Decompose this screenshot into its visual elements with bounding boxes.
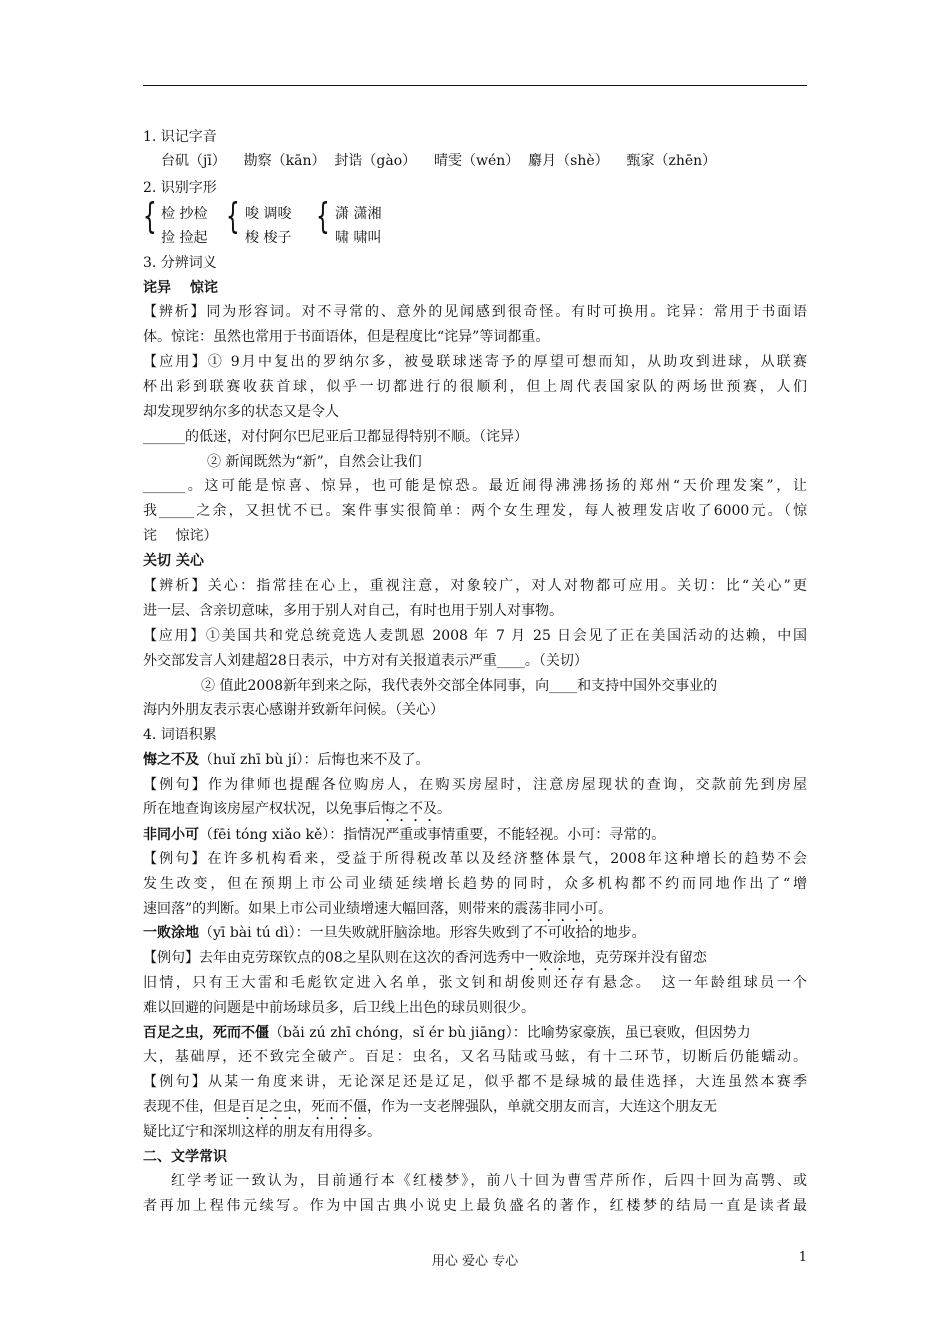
- emphasis-run: 一败涂地: [524, 950, 581, 966]
- text-line: 却发现罗纳尔多的状态又是令人: [143, 404, 339, 420]
- idiom-definition: （huǐ zhī bù jí）：后悔也来不及了。: [199, 752, 430, 768]
- text-run: 。: [598, 901, 613, 917]
- word-item: 台矶（jī）: [161, 153, 226, 169]
- glyph-pair: 捡 捡起: [161, 230, 208, 246]
- page-number: 1: [798, 1250, 807, 1265]
- text-line: 进一层、含亲切意味，多用于别人对自己，有时也用于别人对事物。: [143, 603, 563, 619]
- text-run: 所在地查询该房屋产权状况，以免事后: [143, 801, 381, 817]
- text-line: 我_____之余，又担忧不已。案件事实很简单：两个女生理发，每人被理发店收了6000元。（惊: [143, 503, 807, 519]
- glyph-pair: 啸 啸叫: [335, 230, 382, 246]
- glyph-pair: 潇 潇湘: [335, 206, 382, 222]
- idiom-term: 非同小可: [143, 827, 199, 843]
- emphasis-run: 非同小可: [542, 901, 599, 917]
- text-run: ，作为一支老牌强队，单就交朋友而言，大连这个朋友无: [367, 1099, 717, 1115]
- text-line: ② 值此2008新年到来之际，我代表外交部全体同事，向____和支持中国外交事业的: [201, 678, 718, 694]
- text-line: [143, 1098, 807, 1123]
- text-line: 【辨析】关心：指常挂在心上，重视注意，对象较广，对人对物都可应用。关切：比“关心”更: [143, 578, 807, 594]
- text-line: 【例句】从某一角度来讲，无论深足还是辽足，似乎都不是绿城的最佳选择，大连虽然本赛季: [143, 1074, 807, 1090]
- pronunciation-row: [143, 152, 807, 170]
- glyph-row-2: [143, 229, 807, 247]
- left-brace-icon: {: [143, 196, 157, 237]
- text-line: 【辨析】同为形容词。对不寻常的、意外的见闻感到很奇怪。有时可换用。诧异：常用于书面语: [143, 304, 807, 320]
- word-item: 晴雯（wén）: [433, 153, 520, 169]
- glyph-pair: 梭 梭子: [245, 230, 292, 246]
- text-line: 外交部发言人刘建超28日表示，中方对有关报道表示严重____。（关切）: [143, 653, 588, 669]
- word-pair-heading: 诧异 惊诧: [143, 280, 218, 296]
- text-line: 疑比辽宁和深圳这样的朋友有用得多。: [143, 1124, 381, 1140]
- text-run: 。: [437, 801, 451, 817]
- idiom-entry: [143, 751, 807, 769]
- text-line: 【例句】作为律师也提醒各位购房人，在购买房屋时，注意房屋现状的查询，交款前先到房屋: [143, 777, 807, 793]
- footer-motto: 用心 爱心 专心: [431, 1254, 519, 1269]
- text-run: 表现不佳，但是: [143, 1099, 241, 1115]
- emphasis-run: 悔之不及: [381, 801, 437, 817]
- text-line: 者再加上程伟元续写。作为中国古典小说史上最负盛名的著作，红楼梦的结局一直是读者最: [143, 1198, 807, 1214]
- section-title-literature: 二、文学常识: [143, 1149, 227, 1165]
- idiom-definition: （yī bài tú dì）：一旦失败就肝脑涂地。形容失败到了不可收拾的地步。: [199, 925, 646, 941]
- section-title-meaning: 3. 分辨词义: [143, 255, 217, 271]
- text-line: 难以回避的问题是中前场球员多，后卫线上出色的球员则很少。: [143, 1000, 535, 1016]
- text-line: 【应用】①美国共和党总统竞选人麦凯恩 2008 年 7 月 25 日会见了正在美国活动的达赖，中国: [143, 628, 807, 644]
- glyph-row-1: [143, 205, 807, 223]
- text-run: 【例句】去年由克劳琛钦点的08之星队则在这次的香河选秀中: [143, 950, 525, 966]
- word-item: 甄家（zhēn）: [626, 153, 717, 169]
- glyph-pair: 唆 调唆: [245, 206, 292, 222]
- text-line: 体。惊诧：虽然也常用于书面语体，但是程度比“诧异”等词都重。: [143, 329, 550, 345]
- idiom-definition: （fēi tóng xiǎo kě）：指情况严重或事情重要，不能轻视。小可：寻常的。: [199, 827, 666, 843]
- text-line: ② 新闻既然为“新”，自然会让我们: [207, 454, 422, 470]
- idiom-entry: [143, 924, 807, 942]
- text-line: [143, 900, 807, 925]
- section-title-glyphs: 2. 识别字形: [143, 180, 217, 196]
- text-line: 诧 惊诧）: [143, 528, 218, 544]
- word-item: 封诰（gào）: [334, 153, 417, 169]
- text-line: 旧情，只有王大雷和毛彪钦定进入名单，张文钊和胡俊则还存有悬念。 这一年龄组球员一个: [143, 975, 807, 991]
- brace-icon: {: [226, 196, 240, 237]
- text-line: ______的低迷，对付阿尔巴尼亚后卫都显得特别不顺。（诧异）: [143, 429, 528, 445]
- text-run: 速回落”的判断。如果上市公司业绩增速大幅回落，则带来的震荡: [143, 901, 543, 917]
- text-line: 杯出彩到联赛收获首球，似乎一切都进行的很顺利，但上周代表国家队的两场世预赛，人们: [143, 379, 807, 395]
- text-line: [143, 949, 807, 974]
- idiom-entry: [143, 1024, 807, 1042]
- idiom-term: 一败涂地: [143, 925, 199, 941]
- brace-icon: {: [316, 196, 330, 237]
- text-line: ______。这可能是惊喜、惊异，也可能是惊恐。最近闹得沸沸扬扬的郑州“天价理发案”，让: [143, 478, 807, 494]
- text-line: 【例句】在许多机构看来，受益于所得税改革以及经济整体景气，2008年这种增长的趋势不会: [143, 851, 807, 867]
- idiom-entry: [143, 826, 807, 844]
- word-item: 麝月（shè）: [528, 153, 609, 169]
- glyph-pair: 检 抄检: [161, 206, 208, 222]
- word-pair-heading: 关切 关心: [143, 553, 204, 569]
- text-line: [143, 800, 807, 825]
- text-run: ，克劳琛并没有留恋: [580, 950, 707, 966]
- text-line: 大，基础厚，还不致完全破产。百足：虫名，又名马陆或马蚿，有十二环节，切断后仍能蠕动。: [143, 1049, 807, 1065]
- idiom-term: 悔之不及: [143, 752, 199, 768]
- word-item: 勘察（kān）: [243, 153, 326, 169]
- text-line: 【应用】① 9月中复出的罗纳尔多，被曼联球迷寄予的厚望可想而知，从助攻到进球，从联赛: [143, 354, 807, 370]
- section-title-vocabulary: 4. 词语积累: [143, 727, 217, 743]
- text-line: 红学考证一致认为，目前通行本《红楼梦》，前八十回为曹雪芹所作，后四十回为高鹗、或: [171, 1173, 807, 1189]
- text-line: 海内外朋友表示衷心感谢并致新年问候。（关心）: [143, 702, 444, 718]
- idiom-definition: （bǎi zú zhī chóng，sǐ ér bù jiāng）：比喻势家豪族，虽已衰败，但因势力: [269, 1025, 751, 1041]
- header-rule: [143, 85, 807, 86]
- emphasis-run: 百足之虫，死而不僵: [241, 1099, 367, 1115]
- text-line: 发生改变，但在预期上市公司业绩延续增长趋势的同时，众多机构都不约而同地作出了“增: [143, 876, 807, 892]
- idiom-term: 百足之虫，死而不僵: [143, 1025, 269, 1041]
- section-title-pronunciation: 1. 识记字音: [143, 129, 217, 145]
